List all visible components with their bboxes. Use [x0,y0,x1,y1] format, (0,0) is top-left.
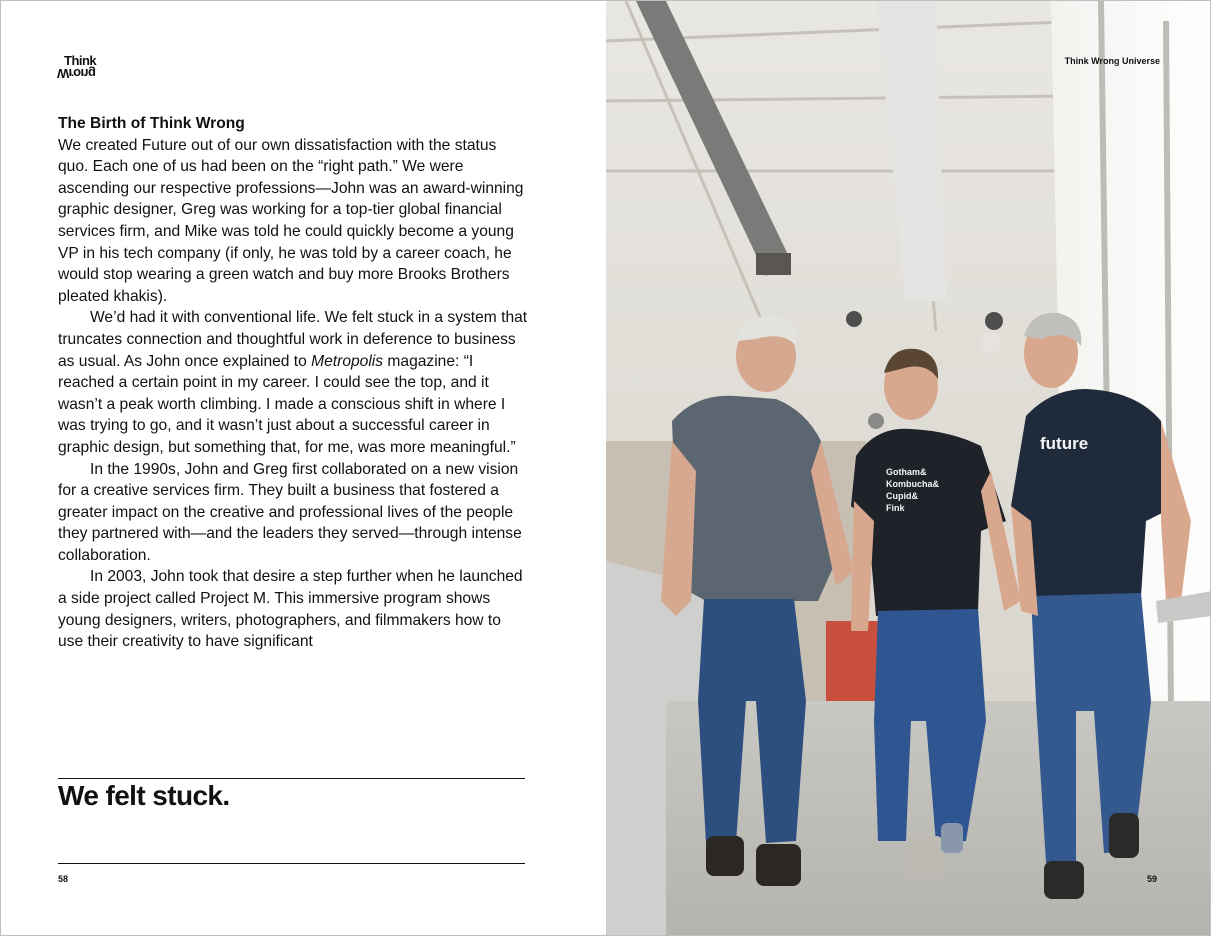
section-heading: The Birth of Think Wrong [58,115,245,132]
pull-quote-bottom-rule [58,863,525,864]
shirt-line-2: Kombucha& [886,479,940,489]
shirt-line-4: Fink [886,503,905,513]
think-wrong-logo [57,55,99,79]
photo-three-men-walking [606,1,1211,936]
logo-think: Think [64,53,97,68]
shirt-print-right: future [1040,434,1089,453]
heater-unit [756,253,791,275]
paragraph-4: In 2003, John took that desire a step further when he launched a side project called Project M. This immersive program shows young designers, writers, photographers, and filmmakers how to use their creativity to have significant [58,568,523,651]
paragraph-2 [58,307,528,458]
page-number-right: 59 [1147,874,1158,884]
pull-quote: We felt stuck. [58,780,230,811]
left-page [1,1,606,936]
body-text [58,113,528,653]
paragraph-2-text-b: magazine: “I reached a certain point in my career. I could see the top, and it wasn’t a peak worth climbing. I made a conscious shift in where I was trying to go, and it wasn’t just about a successful career in graphic design, but something that, for me, was more meaningful.” [58,352,516,456]
paragraph-3: In the 1990s, John and Greg first collaborated on a new vision for a creative services firm. They built a business that fostered a greater impact on the creative and professional lives of the people they partnered with—and the leaders they served—through intense collaboration. [58,460,522,564]
page-number-left: 58 [58,874,69,884]
shirt-line-1: Gotham& [886,467,927,477]
logo-wrong-flipped: Wrong [57,66,96,81]
paragraph-2-text-a: We’d had it with conventional life. We felt stuck in a system that truncates connection and thoughtful work in deference to business as usual. As John once explained to [58,309,528,370]
running-head: Think Wrong Universe [1064,56,1160,66]
paragraph-1: We created Future out of our own dissatisfaction with the status quo. Each one of us had been on the “right path.” We were ascending our respective professions—John was an award-winning graphic designer, Greg was working for a top-tier global financial services firm, and Mike was told he could quickly become a young VP in his tech company (if only, he was told by a career coach, he would stop wearing a green watch and buy more Brooks Brothers pleated khakis). [58,136,524,305]
metropolis-title: Metropolis [311,352,384,370]
shirt-line-3: Cupid& [886,491,918,501]
right-page [606,1,1211,936]
